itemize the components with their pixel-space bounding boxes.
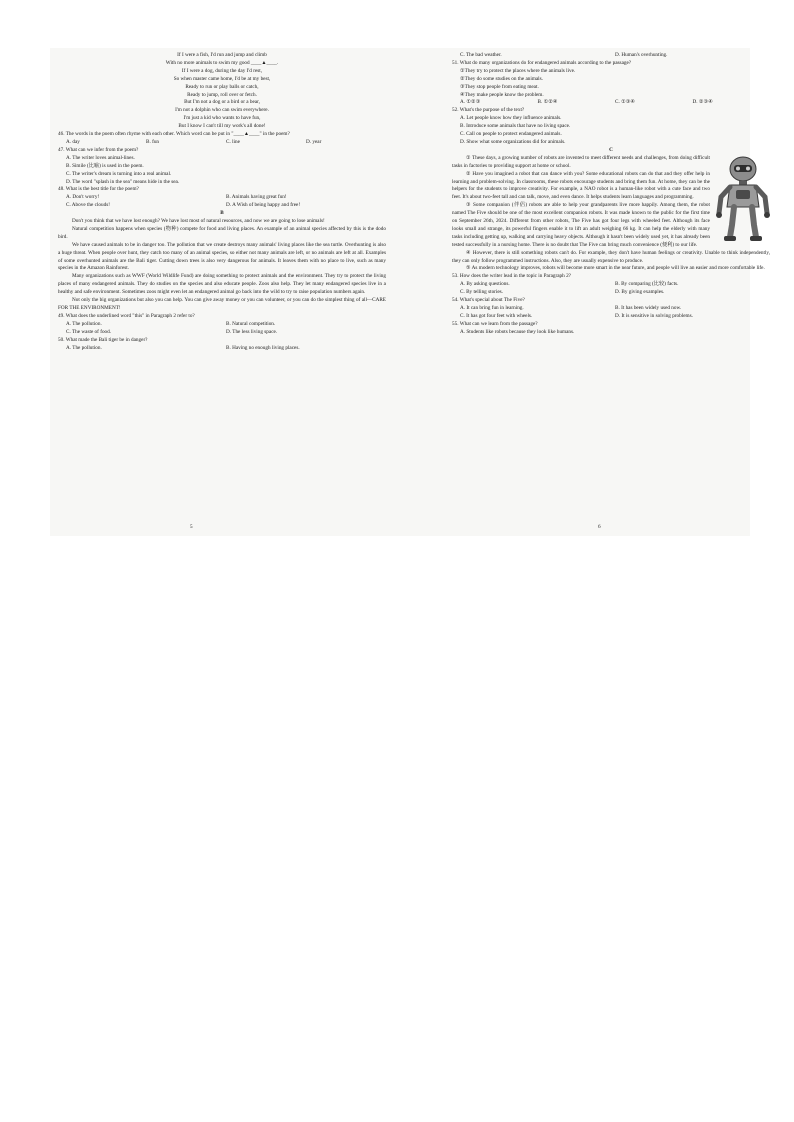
option: D. By giving examples. xyxy=(615,289,665,296)
poem-line: So when master came home, I'd be at my best, xyxy=(173,75,271,82)
option: A. By asking questions. xyxy=(460,281,510,288)
poem-line: But I'm not a dog or a bird or a bear, xyxy=(184,99,260,106)
poem xyxy=(58,52,386,131)
option: B. ①②④ xyxy=(537,99,558,106)
option: A. Let people know how they influence animals. xyxy=(460,115,562,122)
passage-paragraph: ⑤ As modern technology improves, robots will become more smart in the near future, and people will live an easier and more comfortable life. xyxy=(466,265,765,272)
page-number-left: 5 xyxy=(190,524,193,530)
option: D. Human's overhunting. xyxy=(615,52,668,58)
option: A. Students like robots because they look like humans. xyxy=(460,328,575,335)
option: B. By comparing (比较) facts. xyxy=(615,281,679,288)
right-page xyxy=(452,52,770,337)
question-47-options xyxy=(58,155,386,187)
option: D. year xyxy=(306,138,322,145)
question-51-items xyxy=(452,68,770,100)
passage-paragraph: Not only the big organizations but also you can help. You can give away money or you can volunteer, or you can do the simplest thing of all—CARE FOR THE ENVIRONMENT! xyxy=(58,297,386,311)
passage-paragraph: Many organizations such as WWF (World Wildlife Fund) are doing something to protect animals and the environment. They try to protect the living places of many endangered animals. They do studies on the species and also educate people. Zoos also help. They let many endangered species live in a healthy and safe environment. Sometimes zoos might even let an endangered animal go back into the wild to try to raise population numbers again. xyxy=(58,273,386,296)
poem-line: I'm just a kid who wants to have fun, xyxy=(183,115,261,122)
question-46: 46. The words in the poem often rhyme with each other. Which word can be put in "____▲____" in the poem? xyxy=(58,131,290,138)
option: A. The writer loves animal-lines. xyxy=(66,154,135,161)
question-50-options xyxy=(58,345,386,353)
question-54-options xyxy=(452,305,770,321)
passage-paragraph: ① These days, a growing number of robots are invented to meet different needs and challenges, from doing difficult tasks in factories to providing support at home or school. xyxy=(452,154,710,169)
option: B. fun xyxy=(146,138,160,145)
option: C. The waste of food. xyxy=(66,328,112,335)
question-50-options-continued xyxy=(452,52,770,60)
passage-paragraph: ④ However, there is still something robots can't do. For example, they don't have human feelings or creativity. Unable to think independently, they can only follow programmed instructions. Also, they are usually expensive to produce. xyxy=(452,249,770,264)
passage-paragraph: Natural competition happens when species (物种) compete for food and living places. An example of an animal species affected by this is the dodo bird. xyxy=(58,225,386,240)
question-46-options xyxy=(58,139,386,147)
question-53: 53. How does the writer lead in the topic in Paragraph 2? xyxy=(452,273,571,280)
left-page xyxy=(58,52,386,352)
poem-line: If I were a dog, during the day I'd rest, xyxy=(181,67,263,74)
option: B. Simile (比喻) is used in the poem. xyxy=(66,162,144,169)
option: D. The word "splash in the sea" means hide in the sea. xyxy=(66,178,180,185)
question-49-options xyxy=(58,321,386,337)
list-item: ①They try to protect the places where the animals live. xyxy=(460,67,576,74)
option: C. line xyxy=(226,138,240,145)
option: C. The writer's dream is turning into a real animal. xyxy=(66,170,172,177)
option: A. The pollution. xyxy=(66,344,102,351)
question-52: 52. What's the purpose of the text? xyxy=(452,107,525,114)
option: A. ①②③ xyxy=(460,99,481,106)
poem-line: But I know I can't till my work's all done! xyxy=(178,123,266,130)
question-48-options xyxy=(58,194,386,210)
option: C. Above the clouds! xyxy=(66,202,110,209)
question-47: 47. What can we infer from the poem? xyxy=(58,146,139,153)
robot-icon xyxy=(716,155,770,243)
option: C. The bad weather. xyxy=(460,52,502,58)
list-item: ③They stop people from eating meat. xyxy=(460,83,539,90)
option: A. day xyxy=(66,138,80,145)
question-55-options xyxy=(452,329,770,337)
option: B. It has been widely used now. xyxy=(615,305,682,311)
question-53-options xyxy=(452,281,770,297)
poem-line: I'm not a dolphin who can swim everywhere. xyxy=(175,107,269,114)
option: B. Animals having great fun! xyxy=(226,194,287,201)
poem-line: Ready to run or play balls or catch, xyxy=(185,83,259,90)
poem-line: With no more animals to swim my good ____▲____. xyxy=(165,59,279,66)
option: B. Introduce some animals that have no living space. xyxy=(460,123,571,130)
option: C. It has got four feet with wheels. xyxy=(460,312,533,319)
passage-paragraph: Don't you think that we have lost enough? We have lost most of natural resources, and now we are going to lose animals! xyxy=(72,218,325,225)
question-55: 55. What can we learn from the passage? xyxy=(452,320,538,327)
option: C. Call on people to protect endangered animals. xyxy=(460,131,562,138)
option: A. It can bring fun in learning. xyxy=(460,305,524,311)
list-item: ②They do some studies on the animals. xyxy=(460,75,543,82)
question-52-options xyxy=(452,115,770,147)
passage-paragraph: We have caused animals to be in danger too. The pollution that we create destroys many animals' living places like the sea turtle. Overhunting is also a huge threat. When people over hunt, they catch too many of an animal species, so either not many animals are left, or no animals are left at all. Examples of some overhunted animals are the Bali tiger. Cutting down trees is also very dangerous for animals. It leaves them with no place to live, such as many species in the Amazon Rainforest. xyxy=(58,241,386,272)
list-item: ④They make people know the problem. xyxy=(460,91,544,98)
section-c-heading: C xyxy=(609,146,613,153)
page-number-right: 6 xyxy=(598,524,601,530)
question-49: 49. What does the underlined word "this" in Paragraph 2 refer to? xyxy=(58,312,195,319)
option: B. Natural competition. xyxy=(226,320,276,327)
option: B. Having no enough living places. xyxy=(226,344,300,351)
option: D. The less living space. xyxy=(226,328,278,335)
option: D. ②③④ xyxy=(692,99,713,106)
option: A. Don't worry! xyxy=(66,194,100,201)
poem-line: If I were a fish, I'd run and jump and climb xyxy=(177,52,267,58)
passage-paragraph: ② Have you imagined a robot that can dance with you? Some educational robots can do that and they offer help in learning and problem-solving. In classrooms, these robots encourage students and bring them fun. At home, they can be the helpers for the students to improve creativity. For example, a NAO robot is a human-like robot with a cute face and two feet. It's about two-feet tall and can talk, move, and even dance. It helps students learn languages and programming. xyxy=(452,170,710,201)
passage-paragraph: ③ Some companion (伴侣) robots are able to help your grandparents live more happily. Among them, the robot named The Five should be one of the most excellent companion robots. It was made known to the public for the first time on September 26th, 2024. Different from other robots, The Five has got four legs with wheeled feet. Although its face looks small and strange, its powerful fingers enable it to lift an adult weighing 66 kg. It can help the elderly with many tasks including getting up, walking and carrying heavy objects. Although it hasn't been widely used yet, it has already been tested successfully in a nursing home. There is no doubt that The Five can bring much convenience (便利) to our life. xyxy=(452,202,710,248)
option: A. The pollution. xyxy=(66,320,102,327)
option: C. By telling stories. xyxy=(460,289,504,296)
option: D. It is sensitive in solving problems. xyxy=(615,312,693,319)
question-54: 54. What's special about The Five? xyxy=(452,297,525,304)
question-48: 48. What is the best title for the poem? xyxy=(58,186,139,193)
section-b-heading: B xyxy=(220,210,224,217)
option: C. ①③④ xyxy=(615,99,636,106)
option: D. A Wish of being happy and free! xyxy=(226,202,301,209)
option: D. Show what some organizations did for animals. xyxy=(460,138,566,145)
question-50: 50. What made the Bali tiger be in danger? xyxy=(58,336,148,343)
poem-line: Ready to jump, roll over or fetch. xyxy=(187,91,257,98)
question-51: 51. What do many organizations do for endangered animals according to the passage? xyxy=(452,59,632,66)
